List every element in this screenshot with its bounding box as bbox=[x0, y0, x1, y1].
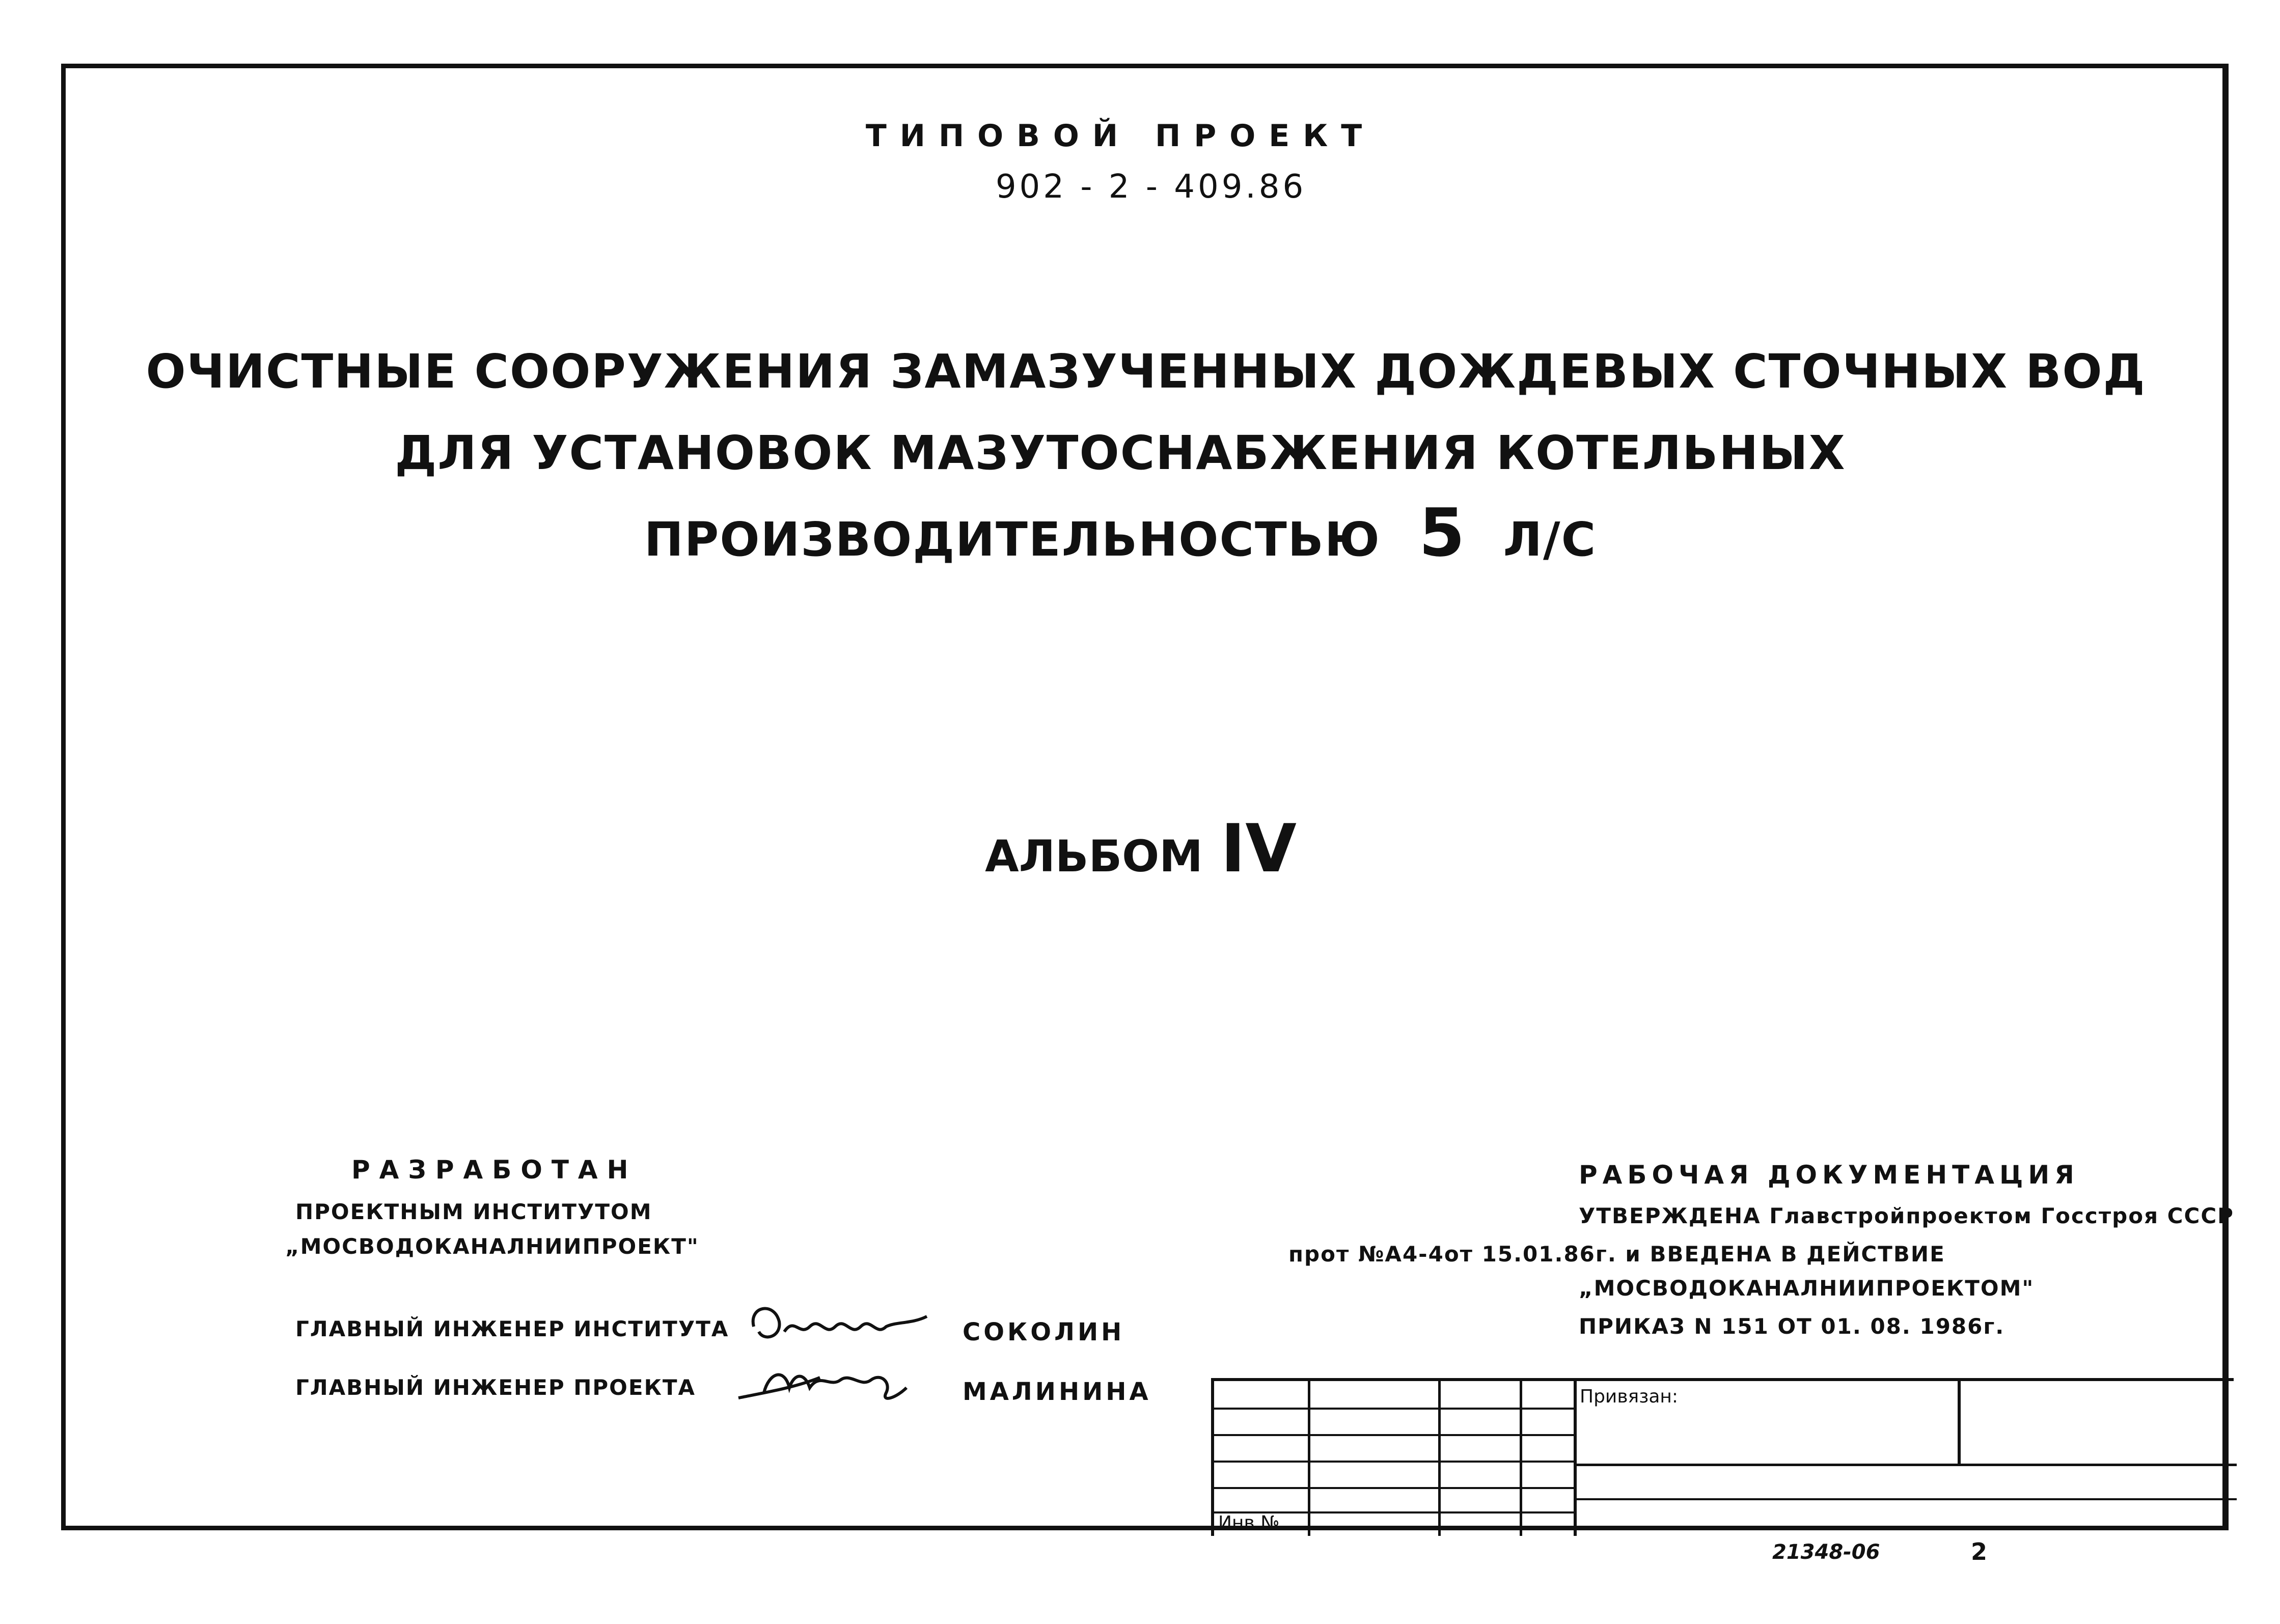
title-capacity-text: ПРОИЗВОДИТЕЛЬНОСТЬЮ bbox=[644, 512, 1381, 567]
signature-malinina bbox=[733, 1352, 927, 1413]
album-label: АЛЬБОМ bbox=[985, 831, 1203, 882]
approval-line-4: ПРИКАЗ N 151 ОТ 01. 08. 1986г. bbox=[1579, 1314, 2005, 1339]
title-line-3 bbox=[644, 494, 1597, 571]
title-line-2: ДЛЯ УСТАНОВОК МАЗУТОСНАБЖЕНИЯ КОТЕЛЬНЫХ bbox=[395, 426, 1846, 480]
approval-line-1: УТВЕРЖДЕНА Главстройпроектом Госстроя СССР bbox=[1579, 1203, 2234, 1228]
project-series: ТИПОВОЙ ПРОЕКТ bbox=[865, 118, 1376, 154]
sheet-number: 2 bbox=[1971, 1538, 1988, 1565]
title-capacity-value: 5 bbox=[1419, 494, 1465, 571]
chief-engineer-project-name: МАЛИНИНА bbox=[963, 1378, 1151, 1406]
album-number: IV bbox=[1220, 810, 1297, 887]
developer-line-1: ПРОЕКТНЫМ ИНСТИТУТОМ bbox=[295, 1199, 652, 1224]
title-capacity-unit: Л/С bbox=[1503, 512, 1597, 567]
inventory-number-label: Инв № bbox=[1218, 1512, 1280, 1533]
developer-heading: РАЗРАБОТАН bbox=[351, 1155, 638, 1185]
approval-heading: РАБОЧАЯ ДОКУМЕНТАЦИЯ bbox=[1579, 1160, 2079, 1190]
document-number: 21348-06 bbox=[1772, 1540, 1880, 1564]
project-code: 902 - 2 - 409.86 bbox=[995, 168, 1307, 206]
album-title bbox=[985, 810, 1297, 887]
title-block-stamp bbox=[1211, 1378, 2234, 1536]
title-line-1: ОЧИСТНЫЕ СООРУЖЕНИЯ ЗАМАЗУЧЕННЫХ ДОЖДЕВЫХ СТОЧНЫХ ВОД bbox=[146, 344, 2146, 399]
chief-engineer-institute-role: ГЛАВНЫЙ ИНЖЕНЕР ИНСТИТУТА bbox=[295, 1316, 729, 1341]
bound-label: Привязан: bbox=[1580, 1386, 1679, 1407]
approval-line-2: прот №А4-4от 15.01.86г. и ВВЕДЕНА В ДЕЙСТВИЕ bbox=[1288, 1242, 1945, 1267]
drawing-frame bbox=[61, 64, 2229, 1530]
chief-engineer-institute-name: СОКОЛИН bbox=[963, 1318, 1125, 1346]
chief-engineer-project-role: ГЛАВНЫЙ ИНЖЕНЕР ПРОЕКТА bbox=[295, 1375, 696, 1400]
developer-line-2: „МОСВОДОКАНАЛНИИПРОЕКТ" bbox=[285, 1234, 699, 1259]
approval-line-3: „МОСВОДОКАНАЛНИИПРОЕКТОМ" bbox=[1579, 1276, 2035, 1301]
signature-sokolin bbox=[744, 1296, 937, 1352]
